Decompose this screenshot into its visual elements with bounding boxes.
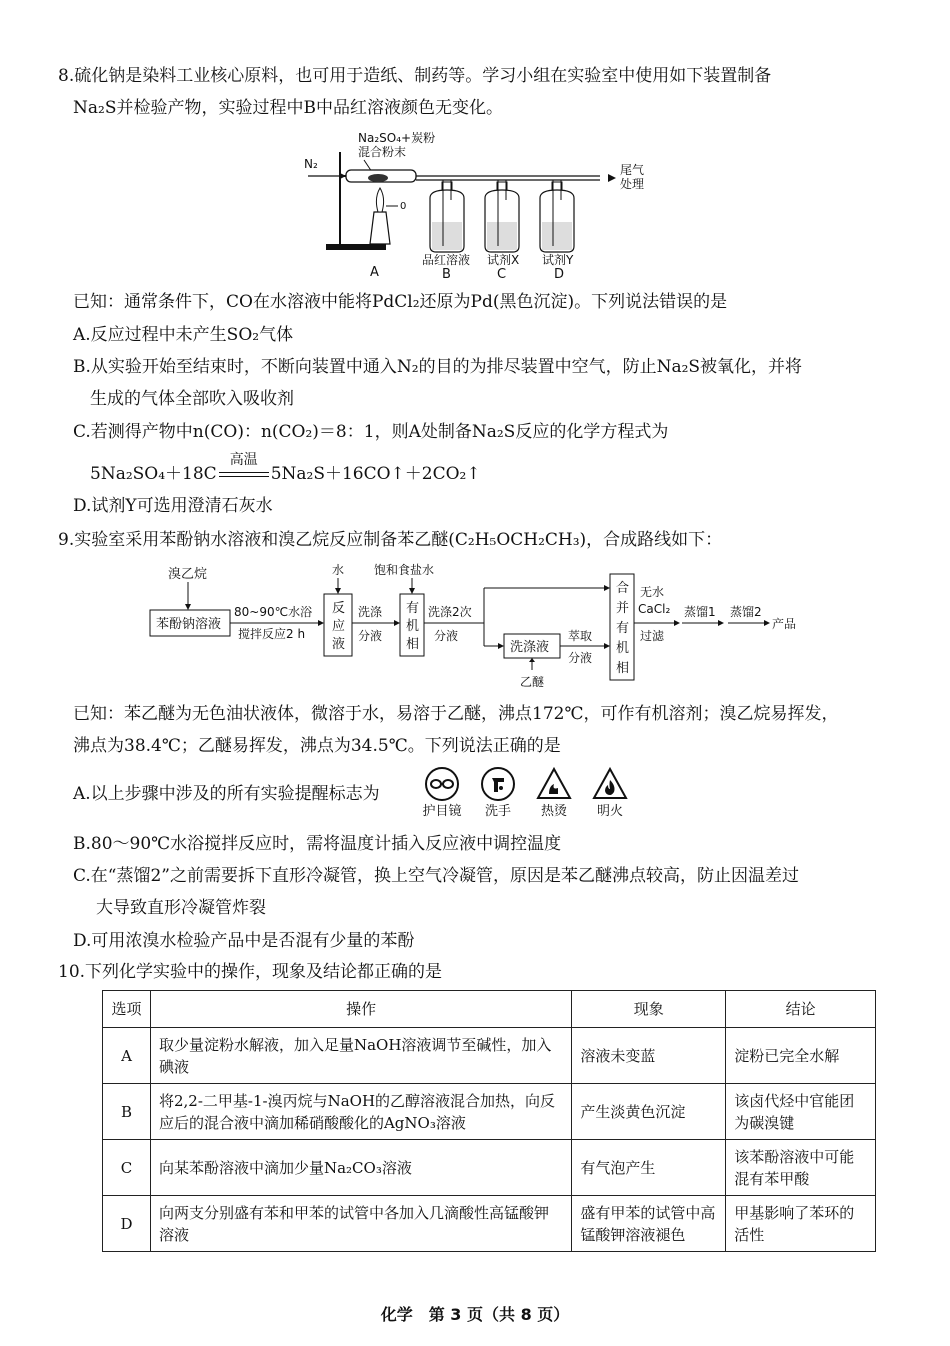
q10-row-d-operation: 向两支分别盛有苯和甲苯的试管中各加入几滴酸性高锰酸钾溶液 xyxy=(150,1196,571,1252)
q10-header-operation: 操作 xyxy=(150,991,571,1028)
q9-react-1: 反 xyxy=(332,601,346,616)
q10-table-header xyxy=(103,991,876,1028)
q9-merge-5: 相 xyxy=(616,661,630,676)
q9-dry-2: CaCl₂ xyxy=(638,602,671,616)
q9-dist-1: 蒸馏1 xyxy=(684,605,716,619)
q10-header-option: 选项 xyxy=(103,991,151,1028)
q8-bottle-d xyxy=(540,180,574,252)
q8-label-a: A xyxy=(370,265,379,280)
q9-dry-1: 无水 xyxy=(640,585,665,599)
q8-bottle-d-label: 试剂Y xyxy=(542,253,574,267)
q9-merge-1: 合 xyxy=(616,581,630,596)
flame-label: 明火 xyxy=(596,804,623,819)
q9-bromoethane-label: 溴乙烷 xyxy=(168,567,208,582)
q10-table xyxy=(102,990,876,1252)
q10-row-b-option: B xyxy=(103,1084,151,1140)
q9-washliq-box: 洗涤液 xyxy=(510,640,550,655)
q10-row-a-conclusion: 淀粉已完全水解 xyxy=(726,1028,876,1084)
q8-label-d: D xyxy=(554,267,565,282)
q8-equation-left: 5Na₂SO₄＋18C xyxy=(90,464,217,484)
table-row xyxy=(103,1028,876,1084)
flame-icon xyxy=(588,766,632,820)
q9-option-d: D.可用浓溴水检验产品中是否混有少量的苯酚 xyxy=(73,931,415,951)
q9-cond-1b: 搅拌反应2 h xyxy=(238,627,306,641)
q8-bottle-c xyxy=(485,180,519,252)
q9-react-2: 应 xyxy=(332,619,346,634)
q9-extract-2: 分液 xyxy=(568,651,593,665)
q9-merge-2: 并 xyxy=(616,601,630,616)
page-footer: 化学 第 3 页（共 8 页） xyxy=(380,1305,570,1324)
q10-row-a-phenomenon: 溶液未变蓝 xyxy=(572,1028,726,1084)
q9-react-3: 液 xyxy=(332,637,346,652)
q10-row-d-option: D xyxy=(103,1196,151,1252)
q8-reagent-label-2: 混合粉末 xyxy=(358,145,407,159)
q10-row-c-conclusion: 该苯酚溶液中可能混有苯甲酸 xyxy=(726,1140,876,1196)
q8-label-b: B xyxy=(442,267,451,282)
q9-option-c-line2: 大导致直形冷凝管炸裂 xyxy=(96,898,266,918)
q9-known-line2: 沸点为38.4℃；乙醚易挥发，沸点为34.5℃。下列说法正确的是 xyxy=(73,736,561,756)
q8-known: 已知：通常条件下，CO在水溶液中能将PdCl₂还原为Pd(黑色沉淀)。下列说法错误的是 xyxy=(73,292,728,312)
q8-apparatus-figure xyxy=(290,128,660,286)
q9-merge-4: 机 xyxy=(616,641,630,656)
q9-option-c-line1: C.在“蒸馏2”之前需要拆下直形冷凝管，换上空气冷凝管，原因是苯乙醚沸点较高，防止因温差过 xyxy=(73,866,800,886)
q8-option-b-line2: 生成的气体全部吹入吸收剂 xyxy=(90,389,294,409)
q8-equation-condition: 高温 xyxy=(229,452,258,468)
q9-start-box: 苯酚钠溶液 xyxy=(156,617,222,632)
hot-icon xyxy=(532,766,576,820)
q8-tail-label-1: 尾气 xyxy=(620,163,645,177)
q9-option-b: B.80～90℃水浴搅拌反应时，需将温度计插入反应液中调控温度 xyxy=(73,834,562,854)
q9-ether-label: 乙醚 xyxy=(520,675,545,689)
q10-row-b-phenomenon: 产生淡黄色沉淀 xyxy=(572,1084,726,1140)
q10-stem: 10.下列化学实验中的操作，现象及结论都正确的是 xyxy=(58,962,443,982)
q8-bottle-b xyxy=(430,180,464,252)
q9-sep-1: 分液 xyxy=(358,629,383,643)
q8-stem-line1: 8.硫化钠是染料工业核心原料，也可用于造纸、制药等。学习小组在实验室中使用如下装置制备 xyxy=(58,66,772,86)
q10-row-d-conclusion: 甲基影响了苯环的活性 xyxy=(726,1196,876,1252)
q8-label-c: C xyxy=(497,267,507,282)
q10-row-d-phenomenon: 盛有甲苯的试管中高锰酸钾溶液褪色 xyxy=(572,1196,726,1252)
q9-extract-1: 萃取 xyxy=(568,629,593,643)
q10-header-conclusion: 结论 xyxy=(726,991,876,1028)
q8-option-c-equation xyxy=(90,452,481,486)
q10-row-c-option: C xyxy=(103,1140,151,1196)
q8-reagent-label-1: Na₂SO₄+炭粉 xyxy=(358,131,436,145)
q9-option-a: A.以上步骤中涉及的所有实验提醒标志为 xyxy=(73,784,380,804)
hot-label: 热烫 xyxy=(540,804,567,819)
q9-org-1: 有 xyxy=(406,601,420,616)
q8-option-b-line1: B.从实验开始至结束时，不断向装置中通入N₂的目的为排尽装置中空气，防止Na₂S被氧化，并将 xyxy=(73,357,803,377)
q9-brine-label: 饱和食盐水 xyxy=(374,563,435,577)
q9-wash-2b: 分液 xyxy=(434,629,459,643)
q9-merge-3: 有 xyxy=(616,621,630,636)
q10-row-b-operation: 将2,2-二甲基-1-溴丙烷与NaOH的乙醇溶液混合加热，向反应后的混合液中滴加稀硝酸酸化的AgNO₃溶液 xyxy=(150,1084,571,1140)
q9-product: 产品 xyxy=(772,617,797,631)
q9-flowchart xyxy=(148,558,808,692)
q8-n2-label: N₂ xyxy=(304,157,318,171)
handwash-icon xyxy=(476,766,520,820)
q9-safety-icons xyxy=(420,766,632,820)
q9-wash-1: 洗涤 xyxy=(358,605,383,619)
q10-row-c-operation: 向某苯酚溶液中滴加少量Na₂CO₃溶液 xyxy=(150,1140,571,1196)
q8-option-a: A.反应过程中未产生SO₂气体 xyxy=(73,325,294,345)
q9-filter: 过滤 xyxy=(640,629,665,643)
svg-text:0: 0 xyxy=(400,201,407,212)
q9-org-2: 机 xyxy=(406,619,420,634)
q9-known-line1: 已知：苯乙醚为无色油状液体，微溶于水，易溶于乙醚，沸点172℃，可作有机溶剂；溴乙烷易挥发， xyxy=(73,704,839,724)
handwash-label: 洗手 xyxy=(484,804,511,819)
table-row xyxy=(103,1196,876,1252)
q8-equation-right: 5Na₂S＋16CO↑＋2CO₂↑ xyxy=(270,464,481,484)
q9-water-label: 水 xyxy=(332,563,345,577)
q10-row-c-phenomenon: 有气泡产生 xyxy=(572,1140,726,1196)
goggles-label: 护目镜 xyxy=(422,804,462,819)
goggles-icon xyxy=(420,766,464,820)
table-row xyxy=(103,1140,876,1196)
q10-header-phenomenon: 现象 xyxy=(572,991,726,1028)
q10-row-a-operation: 取少量淀粉水解液，加入足量NaOH溶液调节至碱性，加入碘液 xyxy=(150,1028,571,1084)
q8-bottle-b-label: 品红溶液 xyxy=(422,253,471,267)
q9-dist-2: 蒸馏2 xyxy=(730,605,762,619)
q10-row-a-option: A xyxy=(103,1028,151,1084)
q9-stem: 9.实验室采用苯酚钠水溶液和溴乙烷反应制备苯乙醚(C₂H₅OCH₂CH₃)，合成路线如下： xyxy=(58,530,723,550)
q8-option-d: D.试剂Y可选用澄清石灰水 xyxy=(73,496,273,516)
q9-wash-2a: 洗涤2次 xyxy=(428,605,472,619)
q8-tail-label-2: 处理 xyxy=(620,177,645,191)
q9-cond-1a: 80~90℃水浴 xyxy=(234,605,313,619)
q10-row-b-conclusion: 该卤代烃中官能团为碳溴键 xyxy=(726,1084,876,1140)
q8-stem-line2: Na₂S并检验产物，实验过程中B中品红溶液颜色无变化。 xyxy=(73,98,503,118)
table-row xyxy=(103,1084,876,1140)
q8-bottle-c-label: 试剂X xyxy=(487,253,520,267)
q8-option-c-line1: C.若测得产物中n(CO)：n(CO₂)＝8：1，则A处制备Na₂S反应的化学方程式为 xyxy=(73,422,669,442)
q9-org-3: 相 xyxy=(406,637,420,652)
